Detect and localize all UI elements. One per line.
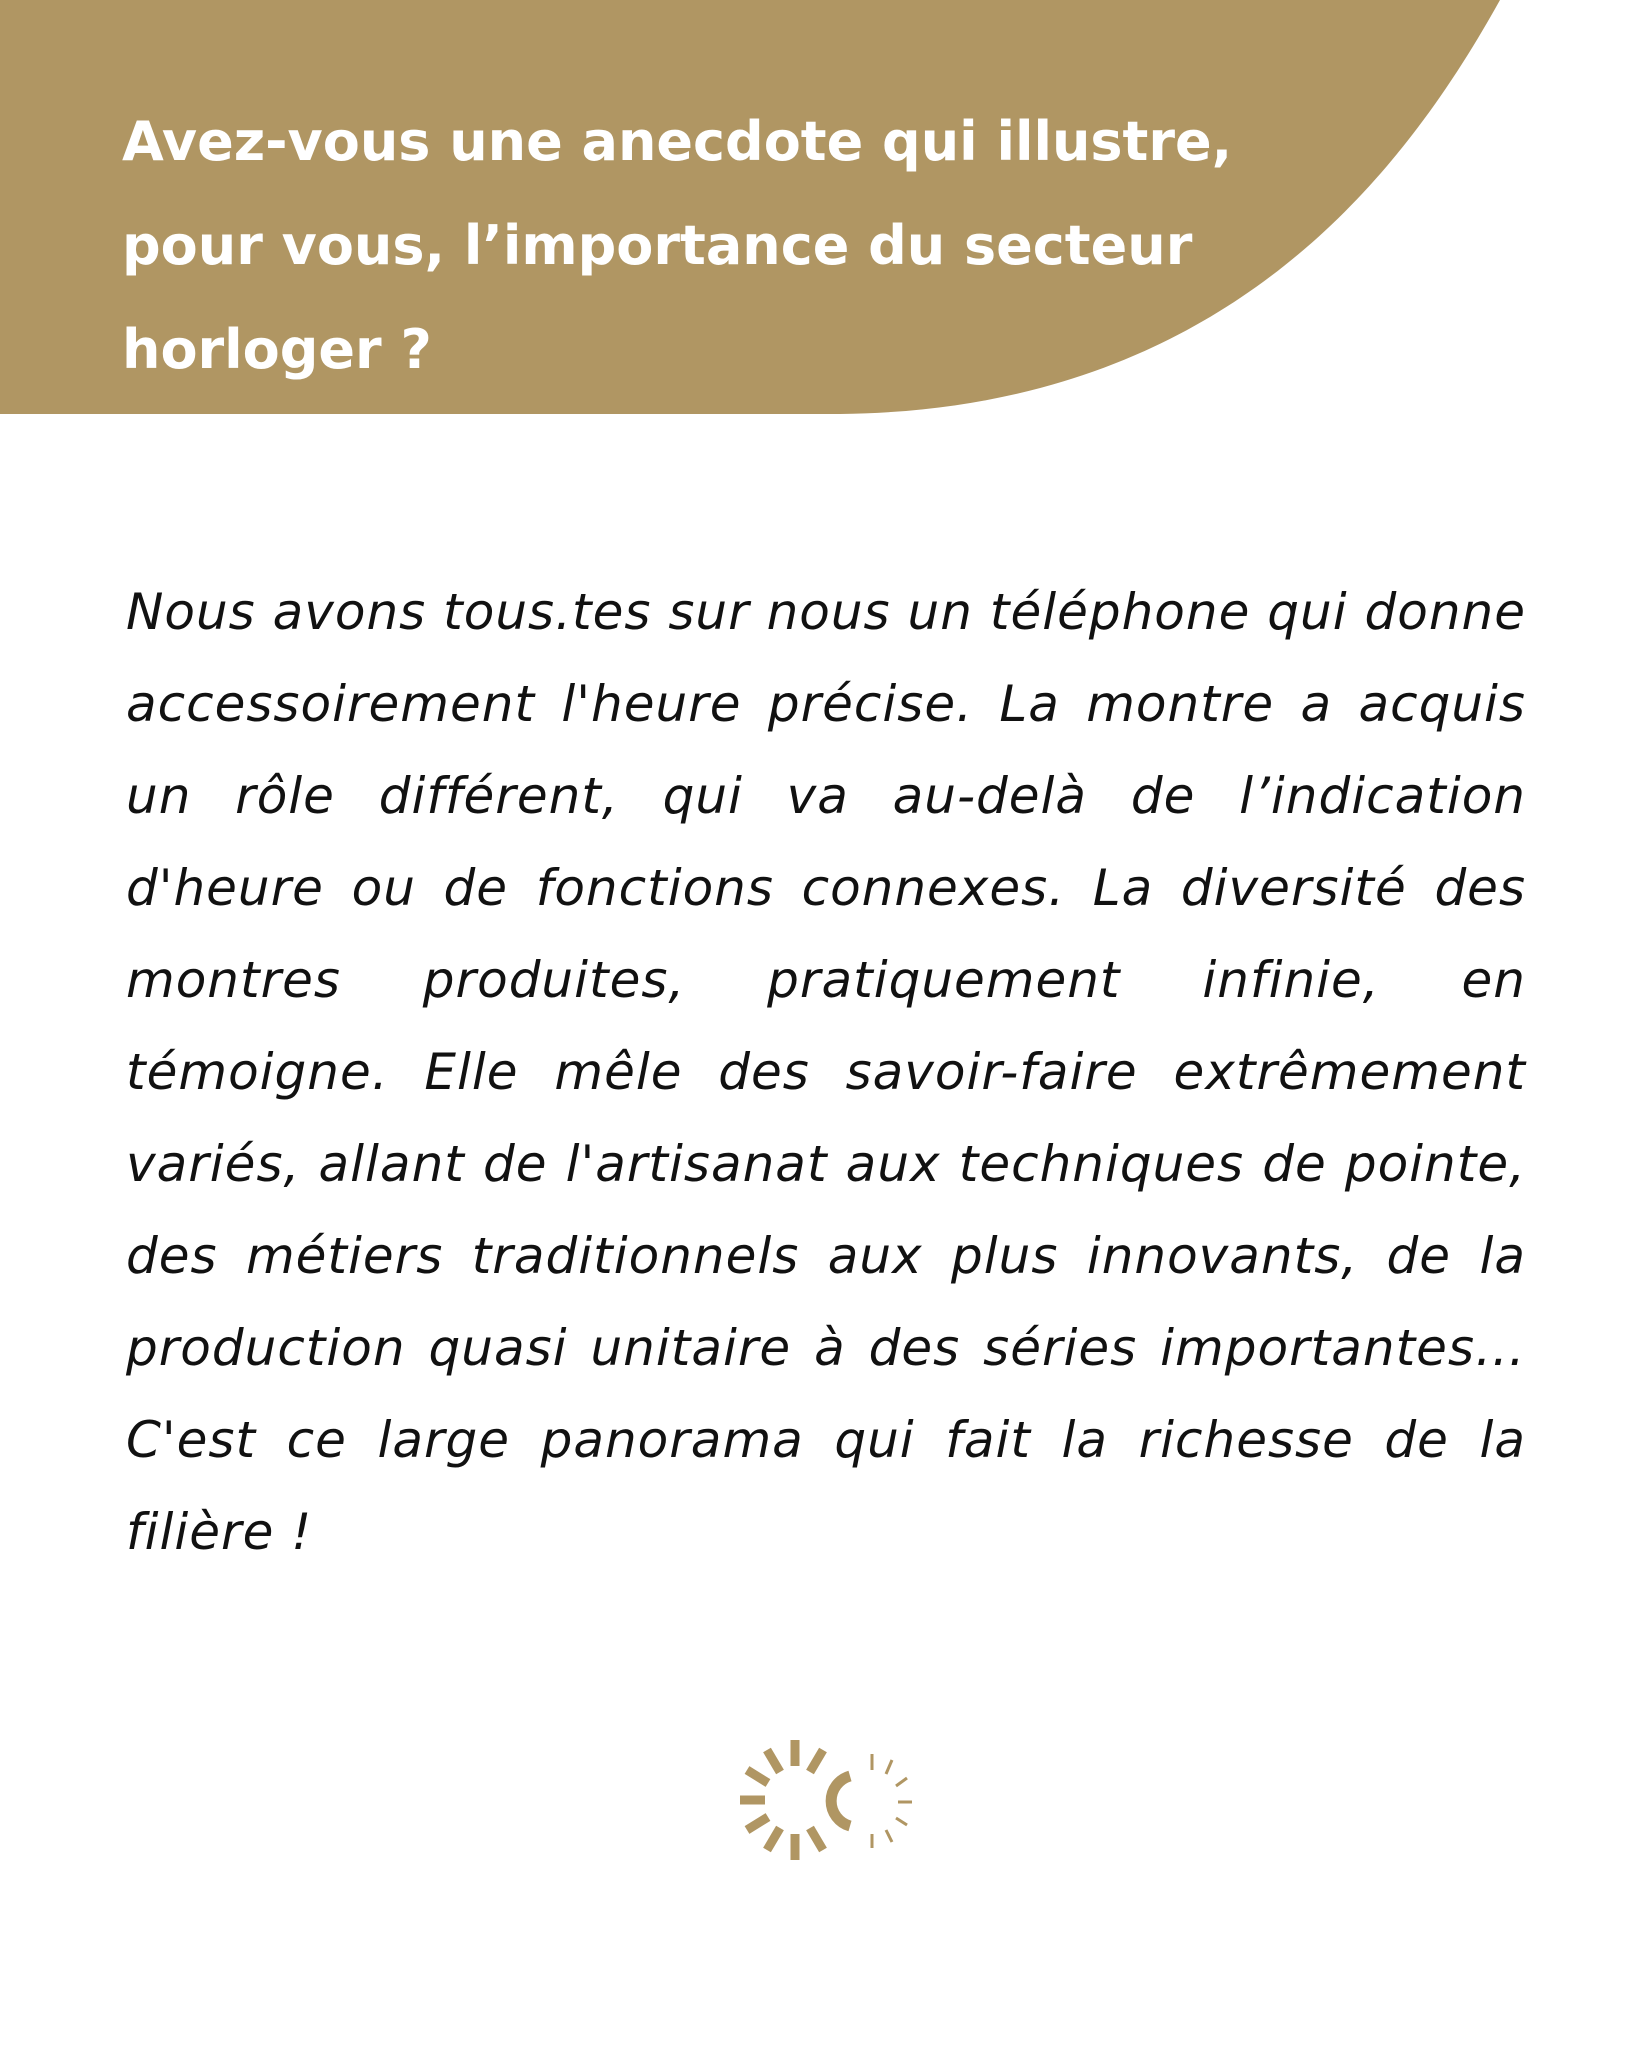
answer-paragraph: Nous avons tous.tes sur nous un téléphone qui donne accessoirement l'heure précise. La montre a acquis un rôle différent, qui va au-delà de l’indication d'heure ou de fonctions connexes. La diversité des montres produites, pratiquement infinie, en témoigne. Elle mêle des savoir-faire extrêmement variés, allant de l'artisanat aux techniques de pointe, des métiers traditionnels aux plus innovants, de la production quasi unitaire à des séries importantes… C'est ce large panorama qui fait la richesse de la filière ! (126, 583, 1526, 1561)
question-heading: Avez-vous une anecdote qui illustre, pour vous, l’importance du secteur horloger ? (122, 110, 1233, 381)
sunburst-clock-logo-icon (700, 1720, 950, 1900)
